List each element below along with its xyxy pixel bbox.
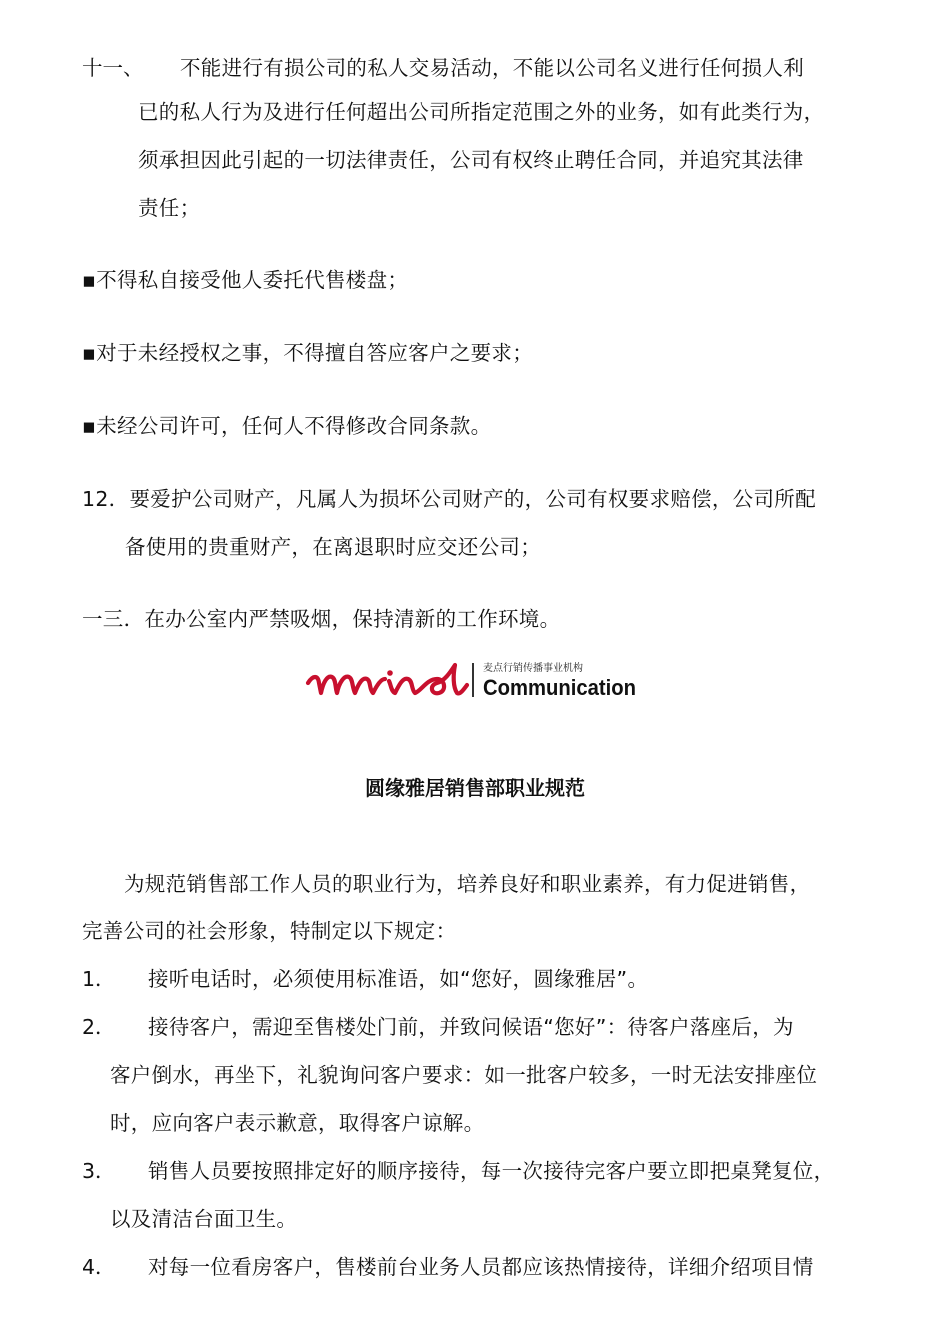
item-11-line-4: 责任； [138,196,201,220]
item-11-line-2: 已的私人行为及进行任何超出公司所指定范围之外的业务，如有此类行为， [138,100,825,124]
item-11-line-1: 不能进行有损公司的私人交易活动，不能以公司名义进行任何损人利 [180,56,804,80]
item-1-line-1: 接听电话时，必须使用标准语，如“您好，圆缘雅居”。 [148,967,649,991]
item-4-line-1: 对每一位看房客户，售楼前台业务人员都应该热情接待，详细介绍项目情 [148,1255,814,1279]
item-2-line-1: 接待客户，需迎至售楼处门前，并致问候语“您好”：待客户落座后，为 [148,1015,794,1039]
item-11-line-3: 须承担因此引起的一切法律责任，公司有权终止聘任合同，并追究其法律 [138,148,804,172]
item-2-line-2: 客户倒水，再坐下，礼貌询问客户要求：如一批客户较多，一时无法安排座位 [110,1063,818,1087]
item-number: 3． [82,1159,116,1183]
company-logo [305,661,650,703]
item-number: 2． [82,1015,116,1039]
document-title: 圆缘雅居销售部职业规范 [365,776,585,800]
item-2-line-3: 时，应向客户表示歉意，取得客户谅解。 [110,1111,485,1135]
item-number: 4． [82,1255,116,1279]
bullet-item: ▪对于未经授权之事，不得擅自答应客户之要求； [82,341,533,365]
item-13-line: 一三．在办公室内严禁吸烟，保持清新的工作环境。 [82,607,561,631]
logo-name: Communication [483,675,636,700]
mind-script-logo-icon [305,661,470,701]
logo-subtitle: 麦点行销传播事业机构 [483,663,583,674]
intro-line-1: 为规范销售部工作人员的职业行为，培养良好和职业素养，有力促进销售， [124,872,811,896]
item-3-line-2: 以及清洁台面卫生。 [110,1207,298,1231]
item-number: 1． [82,967,116,991]
item-11-marker: 十一、 [82,56,144,80]
item-12-line-2: 备使用的贵重财产，在离退职时应交还公司； [125,535,541,559]
item-12-line-1: 12．要爱护公司财产，凡属人为损坏公司财产的，公司有权要求赔偿，公司所配 [82,487,816,511]
item-3-line-1: 销售人员要按照排定好的顺序接待，每一次接待完客户要立即把桌凳复位， [148,1159,835,1183]
bullet-item: ▪未经公司许可，任何人不得修改合同条款。 [82,414,492,438]
logo-separator [472,663,474,697]
intro-line-2: 完善公司的社会形象，特制定以下规定： [82,919,457,943]
bullet-item: ▪不得私自接受他人委托代售楼盘； [82,268,409,292]
